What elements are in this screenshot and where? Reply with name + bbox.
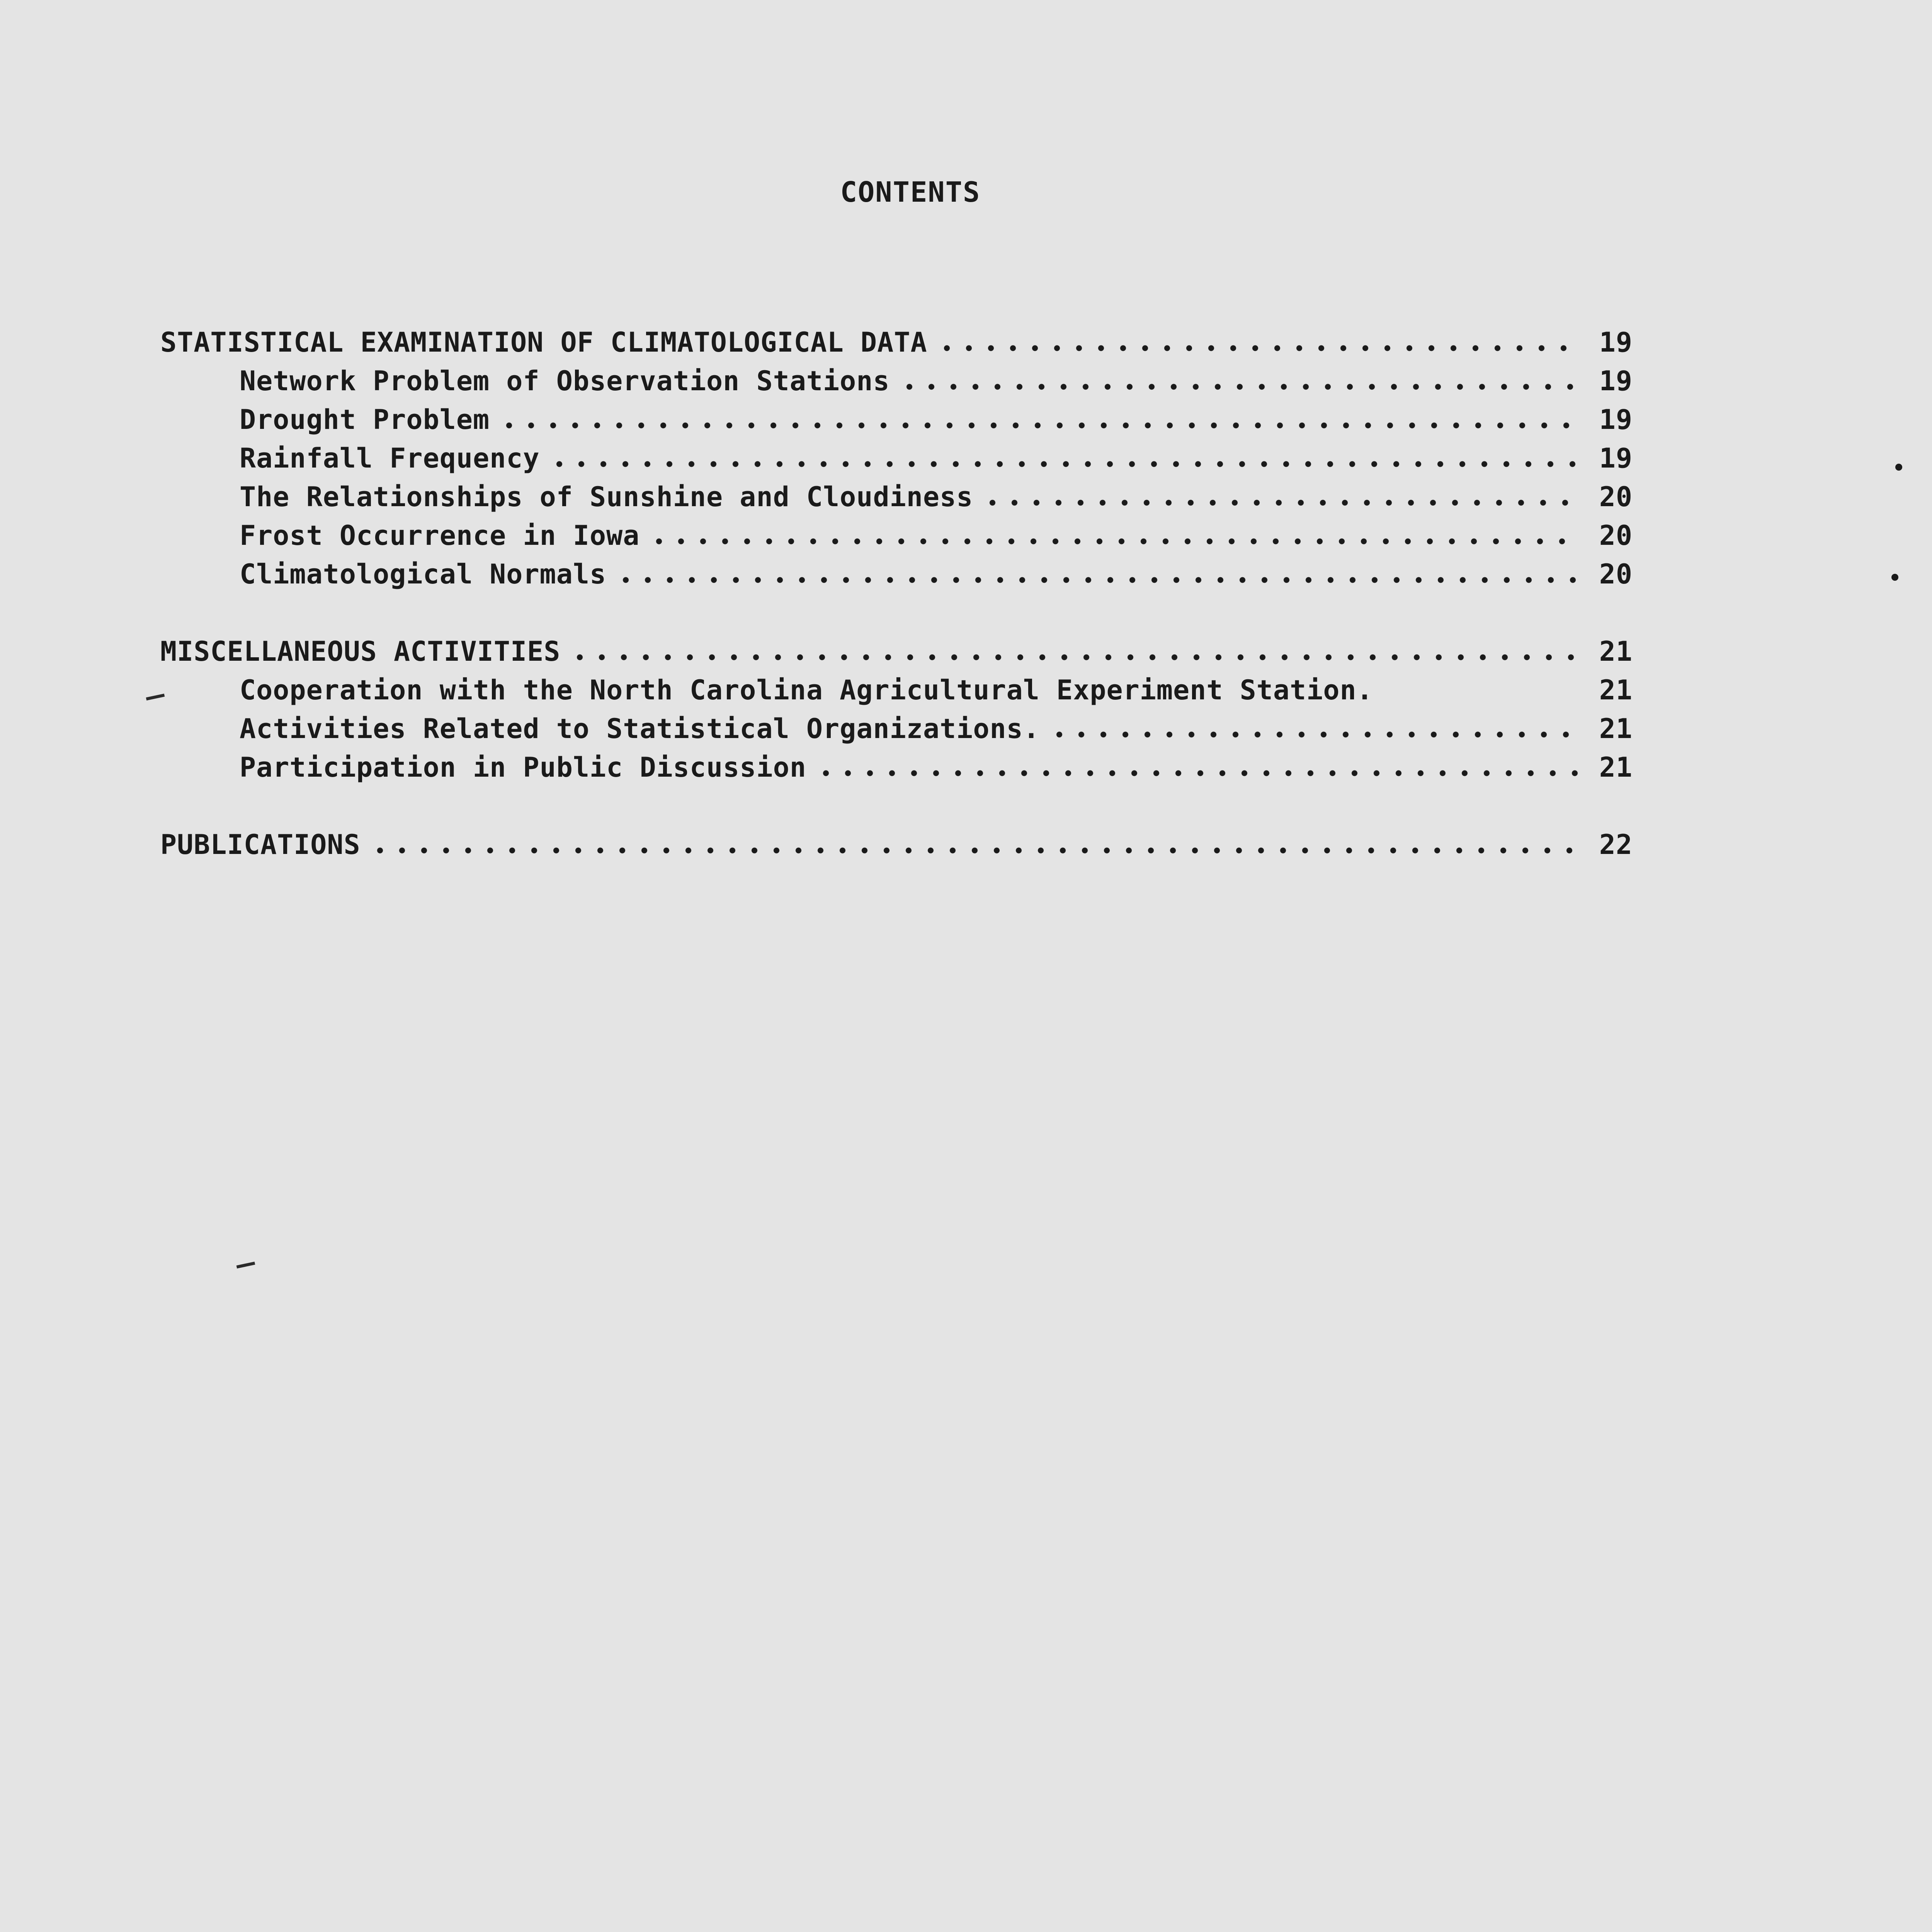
toc-item-label: Climatological Normals (240, 558, 607, 590)
toc-section (160, 636, 1633, 674)
toc-page-number: 19 (1599, 404, 1633, 435)
toc-page-number: 20 (1599, 558, 1633, 590)
toc-page-number: 21 (1599, 636, 1633, 667)
toc-section (160, 327, 1633, 365)
dot-leader (615, 577, 1578, 583)
toc-item-label: The Relationships of Sunshine and Cloudiness (240, 481, 973, 513)
toc-page-number: 21 (1599, 713, 1633, 745)
toc-item (160, 674, 1633, 713)
dot-leader (548, 461, 1578, 468)
toc-item-label: Participation in Public Discussion (240, 752, 806, 783)
toc-page-number: 19 (1599, 327, 1633, 358)
toc-page-number: 21 (1599, 752, 1633, 783)
toc-page-number: 21 (1599, 674, 1633, 706)
dot-leader (815, 770, 1578, 777)
toc-item (160, 404, 1633, 442)
toc-item (160, 442, 1633, 481)
toc-page-number: 20 (1599, 520, 1633, 551)
toc-page-number: 19 (1599, 442, 1633, 474)
toc-item-label: Activities Related to Statistical Organizations. (240, 713, 1040, 745)
toc-item-label: Rainfall Frequency (240, 442, 540, 474)
toc-page-number: 19 (1599, 365, 1633, 397)
scan-speck (1895, 464, 1902, 471)
scan-mark (236, 1262, 255, 1269)
toc-item (160, 520, 1633, 558)
toc-item-label: Network Problem of Observation Stations (240, 365, 890, 397)
dot-leader (898, 383, 1578, 390)
toc-item (160, 752, 1633, 790)
dot-leader (498, 422, 1578, 429)
toc-item-label: Drought Problem (240, 404, 490, 435)
toc-section-label: STATISTICAL EXAMINATION OF CLIMATOLOGICAL DATA (160, 327, 927, 358)
toc-item-label: Frost Occurrence in Iowa (240, 520, 640, 551)
page-title: CONTENTS (840, 176, 981, 208)
toc-item (160, 481, 1633, 520)
toc-item (160, 713, 1633, 752)
toc-item (160, 558, 1633, 597)
toc-page-number: 22 (1599, 829, 1633, 861)
toc-page-number: 20 (1599, 481, 1633, 513)
dot-leader (1048, 731, 1578, 738)
dot-leader (936, 345, 1578, 352)
dot-leader (569, 654, 1578, 661)
toc-item-label: Cooperation with the North Carolina Agricultural Experiment Station. (240, 674, 1373, 706)
dot-leader (981, 499, 1578, 506)
dot-leader (648, 538, 1578, 545)
toc-section-label: MISCELLANEOUS ACTIVITIES (160, 636, 561, 667)
toc-section-label: PUBLICATIONS (160, 829, 361, 861)
toc-section (160, 829, 1633, 867)
scan-speck (1891, 574, 1898, 581)
toc-item (160, 365, 1633, 404)
dot-leader (369, 847, 1578, 854)
